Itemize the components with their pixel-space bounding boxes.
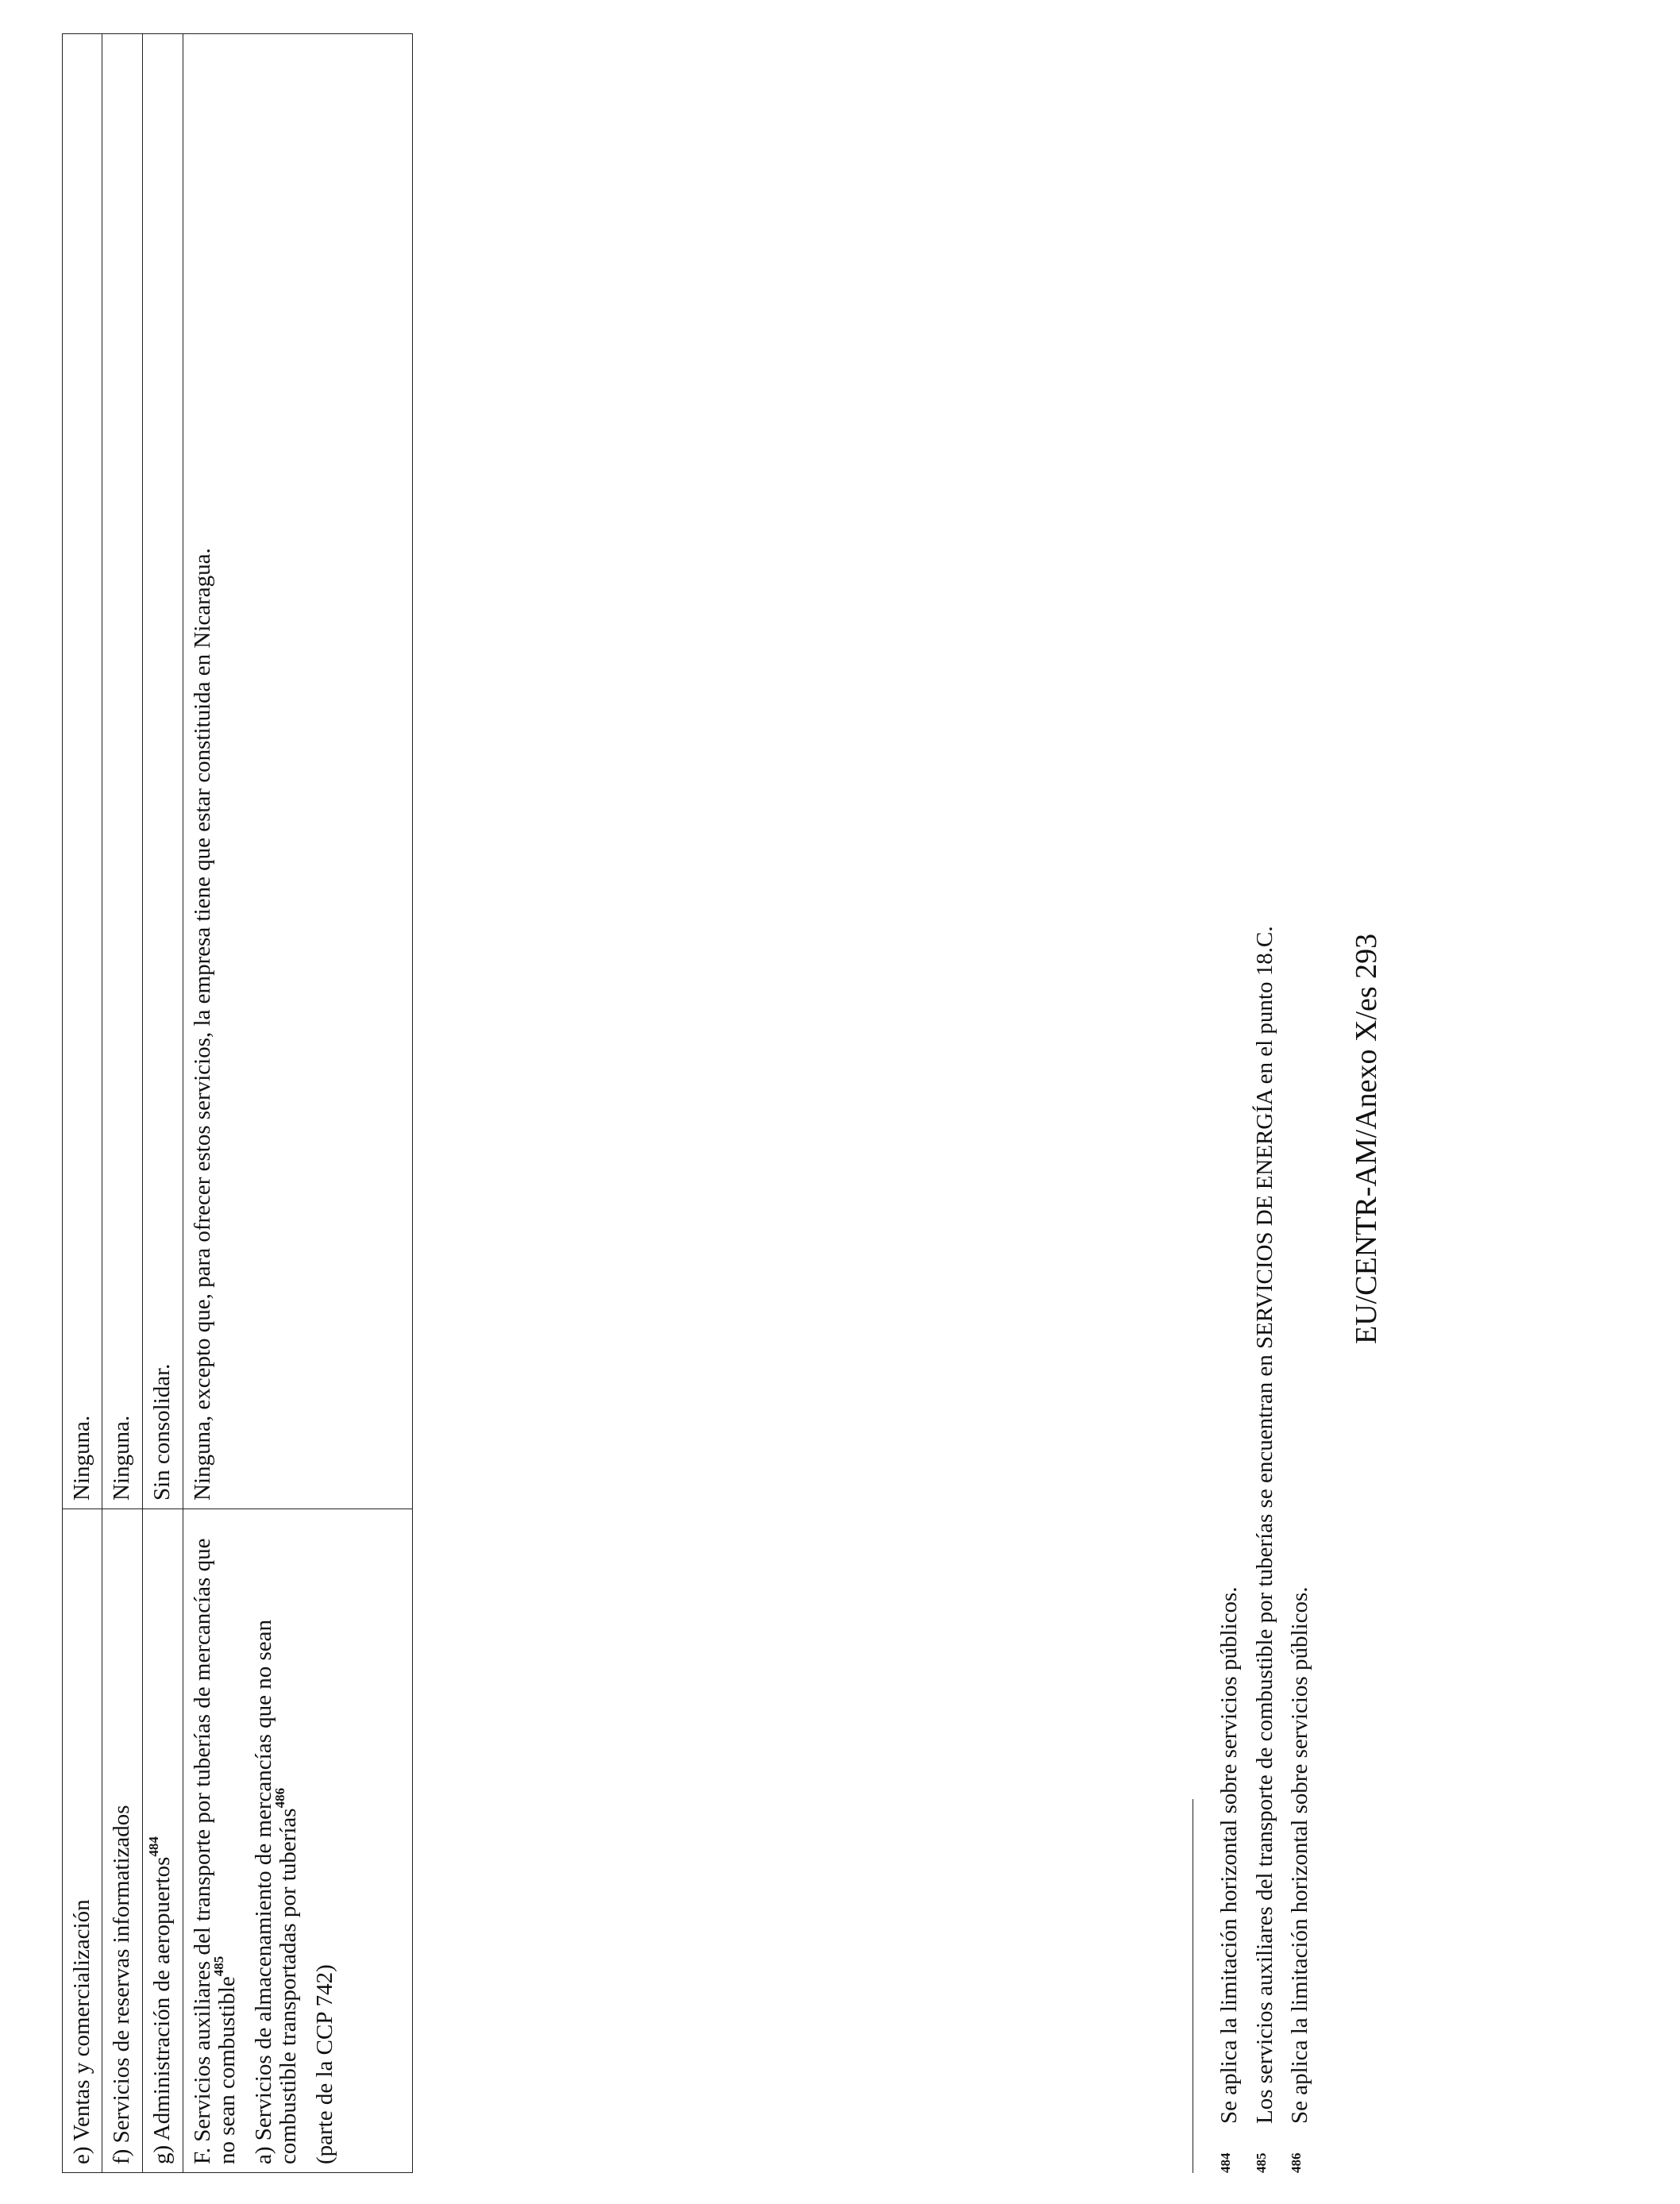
commitments-table xyxy=(62,33,413,2173)
table-row xyxy=(183,34,413,2173)
table-row xyxy=(143,34,183,2173)
footnote xyxy=(1213,1587,1242,2174)
limitation-cell: Ninguna. xyxy=(63,34,102,1509)
footnote-number: 484 xyxy=(1218,2152,1233,2173)
footnote-text: Se aplica la limitación horizontal sobre servicios públicos. xyxy=(1216,1586,1242,2124)
limitation-cell: Sin consolidar. xyxy=(143,34,183,1509)
sector-subitem: a) Servicios de almacenamiento de mercancías que no sean combustible transportadas por tuberías$^{486}$ xyxy=(251,1619,301,2164)
footnote xyxy=(1284,1587,1312,2174)
footnote-number: 486 xyxy=(1289,2152,1304,2173)
footnote-ref[interactable]: 485 xyxy=(211,1955,226,1977)
limitation-cell: Ninguna, excepto que, para ofrecer estos servicios, la empresa tiene que estar constituida en Nicaragua. xyxy=(183,34,413,1509)
footnote-text: Los servicios auxiliares del transporte de combustible por tuberías se encuentran en SERVICIOS DE ENERGÍA en el punto 18.C. xyxy=(1252,926,1277,2124)
sector-cell: e) Ventas y comercialización xyxy=(63,1509,102,2173)
sector-cell: g) Administración de aeropuertos$^{484}$ xyxy=(143,1509,183,2173)
sector-ccp: (parte de la CCP 742) xyxy=(312,1964,337,2164)
sector-heading: F. Servicios auxiliares del transporte por tuberías de mercancías que no sean combustible$^{485}$ xyxy=(190,1538,240,2164)
footnote-text: Se aplica la limitación horizontal sobre servicios públicos. xyxy=(1287,1586,1312,2124)
table-row xyxy=(63,34,102,2173)
footnote-ref[interactable]: 486 xyxy=(272,1787,287,1809)
footnote-number: 485 xyxy=(1254,2152,1269,2173)
footnote-ref[interactable]: 484 xyxy=(146,1836,161,1857)
footnote xyxy=(1249,926,1277,2173)
table-row xyxy=(102,34,143,2173)
sector-cell xyxy=(183,1509,413,2173)
limitation-cell: Ninguna. xyxy=(102,34,143,1509)
page-reference: EU/CENTR-AM/Anexo X/es 293 xyxy=(1350,933,1383,1344)
sector-cell: f) Servicios de reservas informatizados xyxy=(102,1509,143,2173)
